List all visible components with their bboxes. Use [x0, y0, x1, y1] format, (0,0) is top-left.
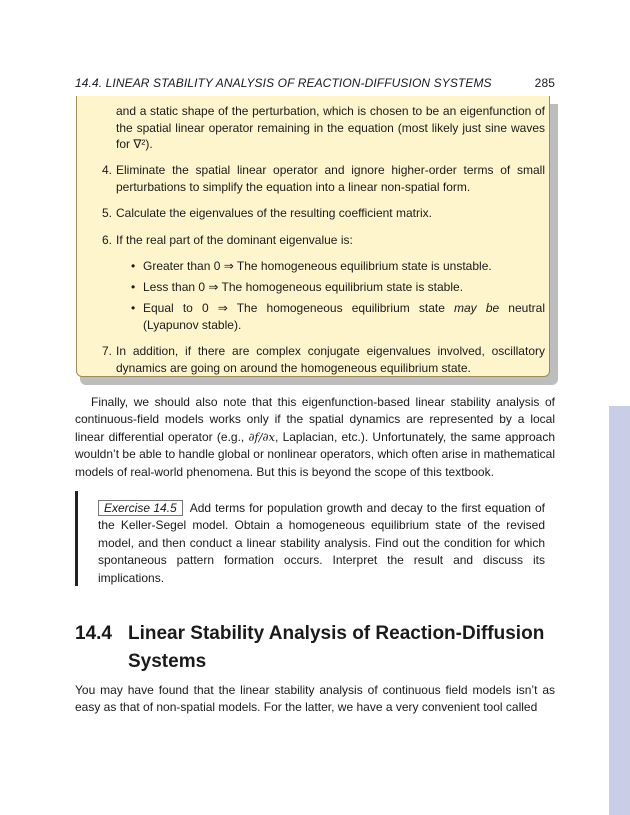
bullet-text-emphasis: may be — [454, 301, 500, 315]
bullet-dot: • — [131, 301, 136, 315]
chapter-side-tab — [609, 406, 630, 815]
running-header — [75, 76, 555, 90]
section-number: 14.4 — [75, 623, 112, 644]
step-text: If the real part of the dominant eigenvalue is: — [116, 233, 353, 247]
body-paragraph-1 — [75, 394, 555, 481]
step-number: 7. — [101, 344, 112, 358]
paragraph-text: Finally, we should also note that this eigenfunction-based linear stability analysis of continuous-field models works only if the spatial dynamics are represented by a local linear differential operator (e.g., — [75, 395, 555, 444]
step-text: In addition, if there are complex conjugate eigenvalues involved, oscillatory dynamics are going on around the homogeneous equilibrium state. — [116, 344, 545, 375]
bullet-text-post: neutral (Lyapunov stable). — [143, 301, 545, 332]
step-number: 6. — [101, 233, 112, 247]
bullet-dot: • — [131, 259, 136, 273]
page-number: 285 — [534, 76, 555, 90]
step-text: Calculate the eigenvalues of the resulting coefficient matrix. — [116, 206, 432, 220]
step-text: Eliminate the spatial linear operator and ignore higher-order terms of small perturbations to simplify the equation into a linear non-spatial form. — [116, 163, 545, 194]
bullet-text-pre: Equal to 0 ⇒ The homogeneous equilibrium state — [143, 301, 455, 315]
section-title: Linear Stability Analysis of Reaction-Diffusion Systems — [128, 623, 545, 672]
exercise-bar — [75, 491, 78, 586]
exercise-text: Add terms for population growth and decay to the first equation of the Keller-Segel model. Obtain a homogeneous equilibrium state of the revised model, and then conduct a linear stability analysis. Find out the condition for which spontaneous pattern formation occurs. Interpret the result and discuss its implications. — [98, 501, 545, 585]
body-paragraph-2: You may have found that the linear stability analysis of continuous field models isn’t as easy as that of non-spatial models. For the latter, we have a very convenient tool called — [75, 683, 555, 715]
bullet-dot: • — [131, 280, 136, 294]
exercise-label: Exercise 14.5 — [98, 500, 183, 516]
bullet-text — [143, 300, 545, 333]
running-title: 14.4. LINEAR STABILITY ANALYSIS OF REACTION-DIFFUSION SYSTEMS — [75, 76, 492, 90]
bullet-text: Greater than 0 ⇒ The homogeneous equilibrium state is unstable. — [143, 259, 492, 273]
math-partial-derivative: ∂f/∂x — [248, 429, 275, 444]
step-number: 5. — [101, 206, 112, 220]
exercise-block — [98, 500, 545, 587]
step-number: 4. — [101, 163, 112, 177]
paragraph-text: , Laplacian, etc.). Unfortunately, the same approach wouldn’t be able to handle global or nonlinear operators, which often arise in mathematical models of real-world phenomena. But this is beyond the scope of this textbook. — [75, 429, 555, 479]
bullet-text: Less than 0 ⇒ The homogeneous equilibrium state is stable. — [143, 280, 464, 294]
box-continuation-text: and a static shape of the perturbation, which is chosen to be an eigenfunction of the spatial linear operator remaining in the equation (most likely just sine waves for ∇²). — [116, 104, 545, 151]
